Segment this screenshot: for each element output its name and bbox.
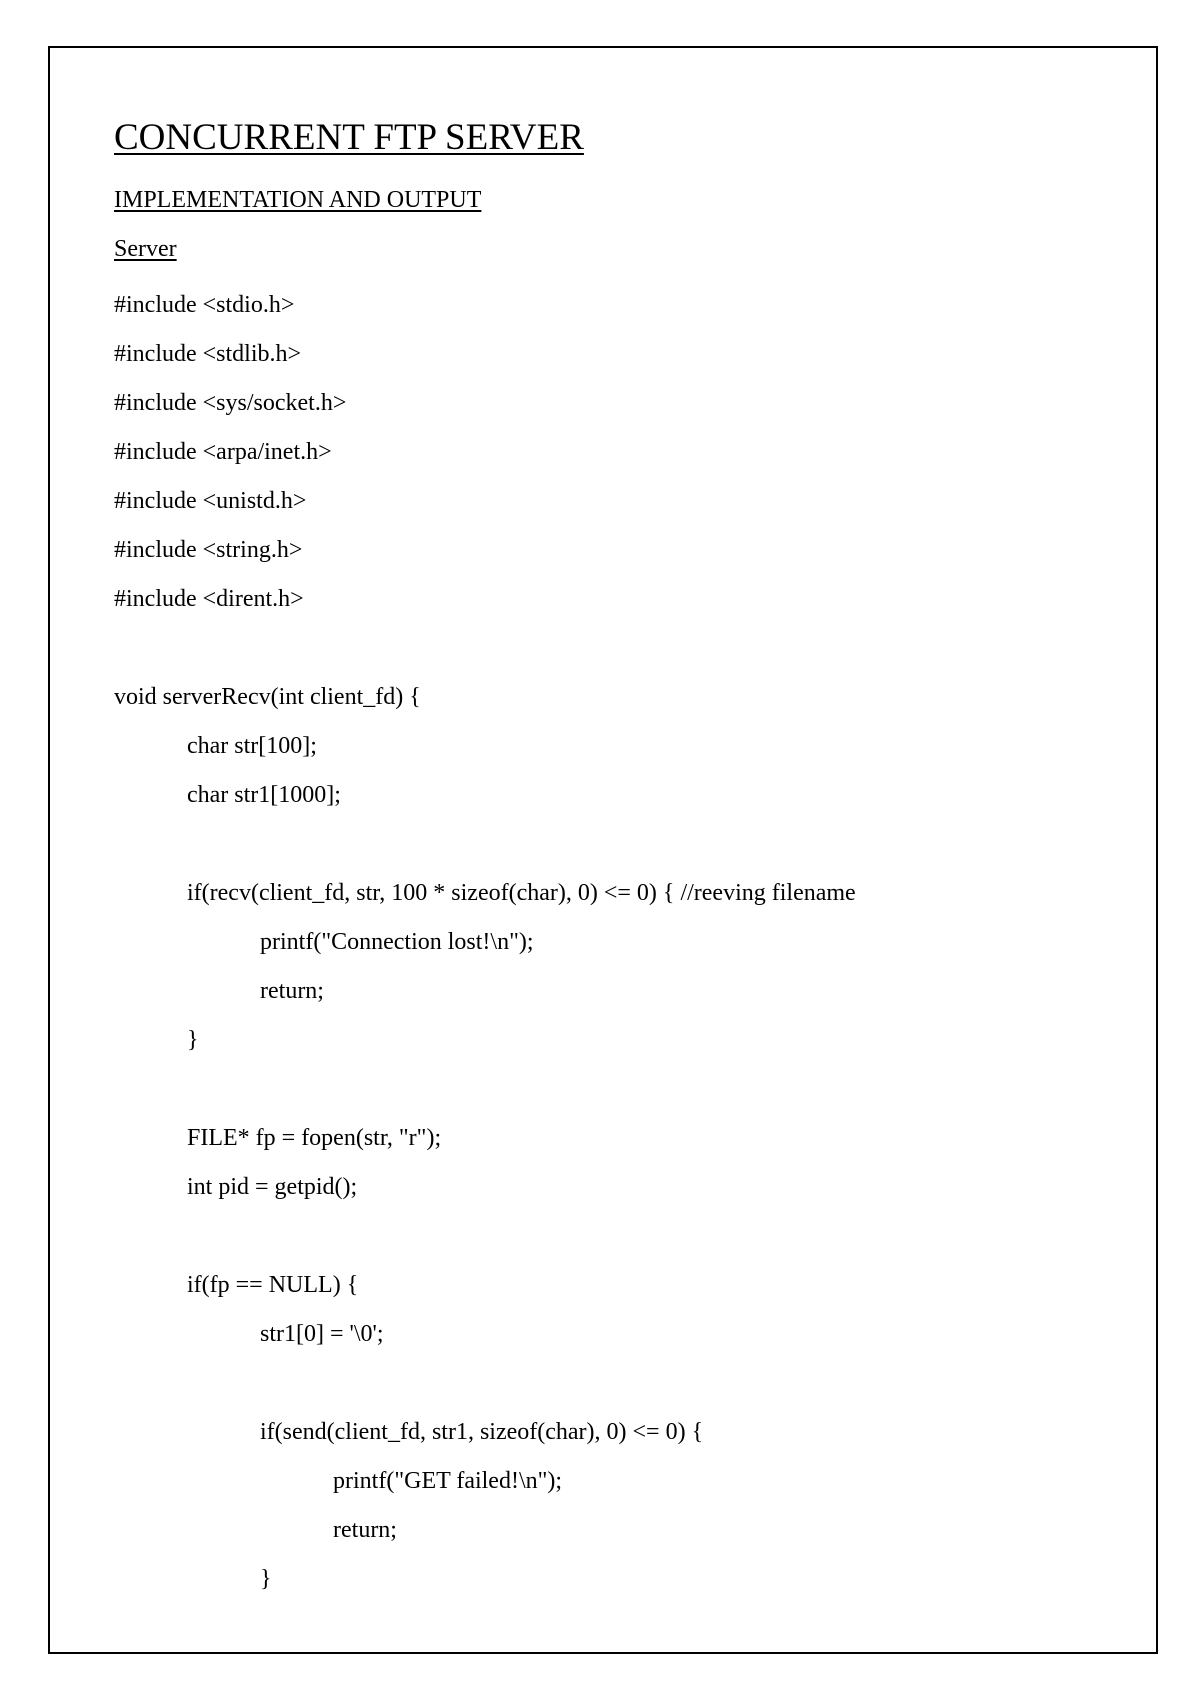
code-line: void serverRecv(int client_fd) { (114, 684, 421, 710)
code-line: return; (260, 978, 324, 1004)
code-listing (114, 281, 856, 1604)
code-line: } (260, 1566, 272, 1592)
blank-line (114, 1212, 856, 1261)
code-line: printf("GET failed!\n"); (333, 1468, 563, 1494)
code-line: if(fp == NULL) { (187, 1272, 359, 1298)
code-line: int pid = getpid(); (187, 1174, 358, 1200)
code-line: } (187, 1027, 199, 1053)
blank-line (114, 1065, 856, 1114)
code-line: return; (333, 1517, 397, 1543)
code-line: #include <arpa/inet.h> (114, 439, 332, 465)
code-line: char str1[1000]; (187, 782, 341, 808)
blank-line (114, 624, 856, 673)
blank-line (114, 1359, 856, 1408)
code-line: #include <stdlib.h> (114, 341, 302, 367)
server-label: Server (114, 236, 177, 262)
code-line: printf("Connection lost!\n"); (260, 929, 534, 955)
code-line: #include <string.h> (114, 537, 303, 563)
code-line: if(recv(client_fd, str, 100 * sizeof(char), 0) <= 0) { //reeving filename (187, 880, 856, 906)
code-line: #include <stdio.h> (114, 292, 295, 318)
code-line: #include <unistd.h> (114, 488, 307, 514)
code-line: char str[100]; (187, 733, 317, 759)
code-line: #include <sys/socket.h> (114, 390, 347, 416)
code-line: #include <dirent.h> (114, 586, 304, 612)
blank-line (114, 820, 856, 869)
document-title: CONCURRENT FTP SERVER (114, 117, 584, 158)
section-heading: IMPLEMENTATION AND OUTPUT (114, 187, 482, 213)
code-line: if(send(client_fd, str1, sizeof(char), 0) <= 0) { (260, 1419, 704, 1445)
code-line: FILE* fp = fopen(str, "r"); (187, 1125, 442, 1151)
code-line: str1[0] = '\0'; (260, 1321, 384, 1347)
